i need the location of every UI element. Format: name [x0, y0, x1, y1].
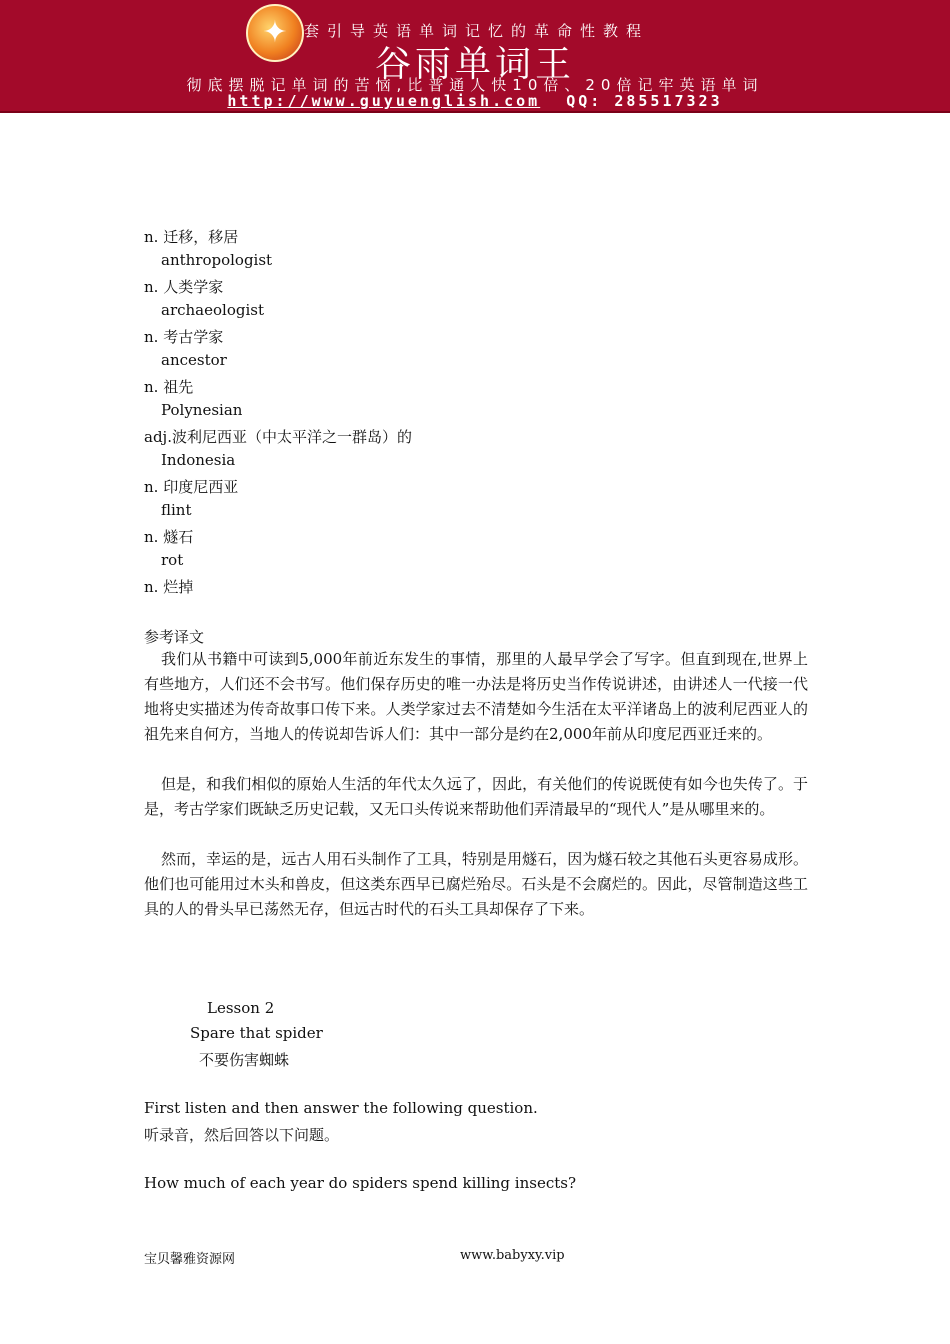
footer-url[interactable]: www.babyxy.vip	[460, 1248, 565, 1263]
footer-site-name: 宝贝馨雅资源网	[144, 1252, 236, 1267]
question: How much of each year do spiders spend killing insects?	[144, 1174, 576, 1192]
logo-icon: ✦	[246, 4, 304, 62]
vocab-word: Indonesia	[161, 451, 236, 469]
vocab-word: archaeologist	[161, 301, 264, 319]
vocab-word: ancestor	[161, 351, 227, 369]
translation-paragraph-3: 然而，幸运的是，远古人用石头制作了工具，特别是用燧石，因为燧石较之其他石头更容易成形。他们也可能用过木头和兽皮，但这类东西早已腐烂殆尽。石头是不会腐烂的。因此，尽管制造这些工具的人的骨头早已荡然无存，但远古时代的石头工具却保存了下来。	[144, 850, 808, 918]
lesson-title-zh: 不要伤害蜘蛛	[199, 1051, 290, 1069]
vocab-def: n. 考古学家	[144, 328, 224, 346]
vocab-word: flint	[161, 501, 192, 519]
instruction-zh: 听录音，然后回答以下问题。	[144, 1126, 340, 1144]
vocab-def: adj.波利尼西亚（中太平洋之一群岛）的	[144, 428, 412, 446]
vocab-def: n. 燧石	[144, 528, 194, 546]
header-url-link[interactable]: http://www.guyuenglish.com	[227, 92, 541, 110]
vocab-def: n. 烂掉	[144, 578, 194, 596]
vocab-word: anthropologist	[161, 251, 273, 269]
vocab-word: Polynesian	[161, 401, 243, 419]
lesson-title-en: Spare that spider	[190, 1024, 323, 1042]
translation-paragraph-2: 但是，和我们相似的原始人生活的年代太久远了，因此，有关他们的传说既使有如今也失传了。于是，考古学家们既缺乏历史记载，又无口头传说来帮助他们弄清最早的“现代人”是从哪里来的。	[144, 775, 808, 818]
header-slogan: 彻底摆脱记单词的苦恼,比普通人快10倍、20倍记牢英语单词	[186, 76, 764, 94]
translation-paragraph-1: 我们从书籍中可读到5,000年前近东发生的事情，那里的人最早学会了写字。但直到现在,世界上有些地方，人们还不会书写。他们保存历史的唯一办法是将历史当作传说讲述，由讲述人一代接一代地将史实描述为传奇故事口传下来。人类学家过去不清楚如今生活在太平洋诸岛上的波利尼西亚人的祖先来自何方，当地人的传说却告诉人们：其中一部分是约在2,000年前从印度尼西亚迁来的。	[144, 650, 808, 743]
header-brand: 谷雨单词王	[374, 44, 575, 85]
vocab-def: n. 祖先	[144, 378, 194, 396]
vocab-def: n. 迁移，移居	[144, 228, 239, 246]
header-banner	[0, 0, 950, 113]
instruction-en: First listen and then answer the following question.	[144, 1099, 538, 1117]
translation-heading: 参考译文	[144, 628, 205, 646]
header-contact	[0, 92, 950, 110]
vocab-def: n. 人类学家	[144, 278, 224, 296]
header-qq: QQ: 285517323	[566, 92, 723, 110]
header-tagline: 套引导英语单词记忆的革命性教程	[304, 22, 650, 40]
lesson-number: Lesson 2	[207, 999, 275, 1017]
vocab-word: rot	[161, 551, 184, 569]
vocab-def: n. 印度尼西亚	[144, 478, 239, 496]
